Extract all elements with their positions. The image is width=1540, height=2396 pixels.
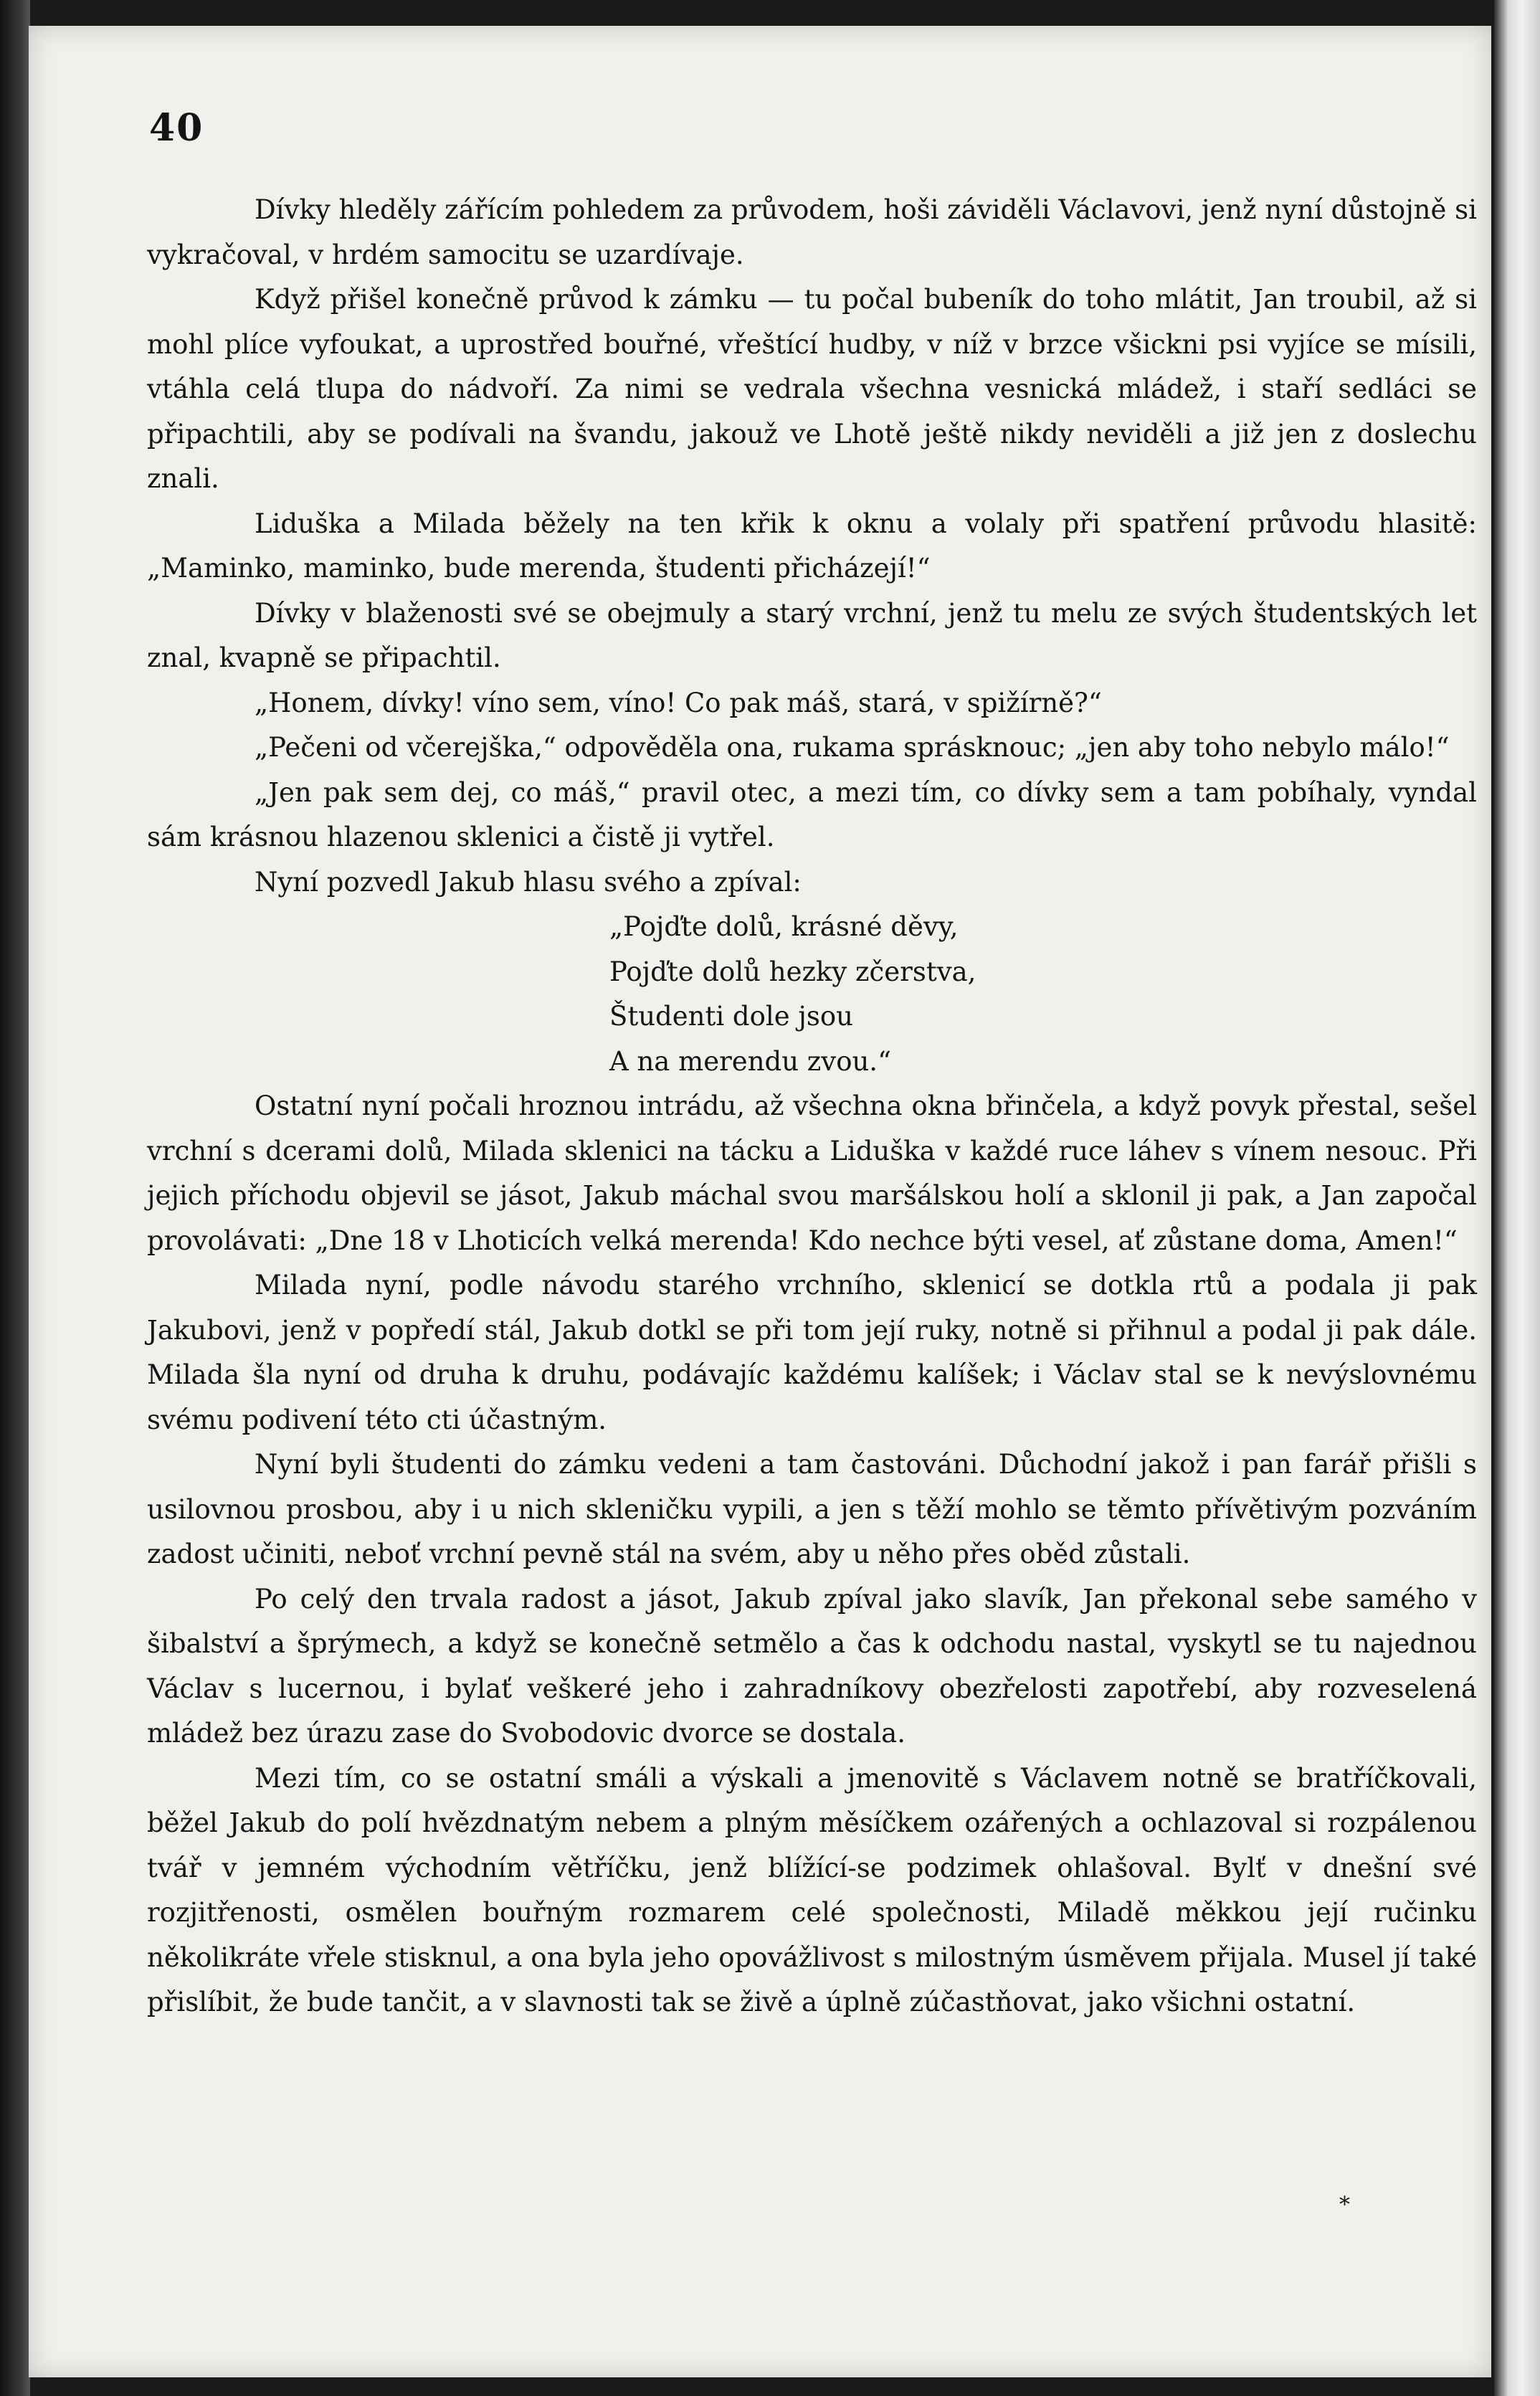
poem-line: A na merendu zvou.“ [609, 1045, 891, 1077]
paragraph: Dívky v blaženosti své se obejmuly a starý vrchní, jenž tu melu ze svých študentských let znal, kvapně se připachtil. [147, 597, 1477, 673]
paragraph: Když přišel konečně průvod k zámku — tu počal bubeník do toho mlátit, Jan troubil, až si mohl plíce vyfoukat, a uprostřed bouřné, vřeštící hudby, v níž v brzce všickni psi vyjíce se mísili, vtáhla celá tlupa do nádvoří. Za nimi se vedrala všechna vesnická mládež, i staří sedláci se připachtili, aby se podívali na švandu, jakouž ve Lhotě ještě nikdy neviděli a již jen z doslechu znali. [147, 284, 1477, 494]
paragraph: „Jen pak sem dej, co máš,“ pravil otec, a mezi tím, co dívky sem a tam pobíhaly, vyndal sám krásnou hlazenou sklenici a čistě ji vytřel. [147, 776, 1477, 852]
page-number: 40 [149, 106, 204, 150]
poem-line: „Pojďte dolů, krásné děvy, [609, 911, 959, 942]
paragraph: Mezi tím, co se ostatní smáli a výskali a jmenovitě s Václavem notně se bratříčkovali, běžel Jakub do polí hvězdnatým nebem a plným měsíčkem ozářených a ochlazoval si rozpálenou tvář v jemném východním větříčku, jenž blížící-se podzimek ohlašoval. Bylť v dnešní své rozjitřenosti, osmělen bouřným rozmarem celé společnosti, Miladě měkkou její ručinku několikráte vřele stisknul, a ona byla jeho opovážlivost s milostným úsměvem přijala. Musel jí také přislíbit, že bude tančit, a v slavnosti tak se živě a úplně zúčastňovat, jako všichni ostatní. [147, 1762, 1477, 2017]
paragraph: Po celý den trvala radost a jásot, Jakub zpíval jako slavík, Jan překonal sebe samého v šibalství a šprýmech, a když se konečně setmělo a čas k odchodu nastal, vyskytl se tu najednou Václav s lucernou, i bylať veškeré jeho i zahradníkovy obezřelosti zapotřebí, aby rozveselená mládež bez úrazu zase do Svobodovic dvorce se dostala. [147, 1583, 1477, 1749]
paragraph: „Honem, dívky! víno sem, víno! Co pak máš, stará, v spižírně?“ [255, 687, 1102, 718]
poem-line: Pojďte dolů hezky zčerstva, [609, 956, 976, 987]
paragraph: Ostatní nyní počali hroznou intrádu, až všechna okna břinčela, a když povyk přestal, sešel vrchní s dcerami dolů, Milada sklenici na tácku a Liduška v každé ruce láhev s vínem nesouc. Při jejich příchodu objevil se jásot, Jakub máchal svou maršálskou holí a sklonil ji pak, a Jan započal provolávati: „Dne 18 v Lhoticích velká merenda! Kdo nechce býti vesel, ať zůstane doma, Amen!“ [147, 1090, 1477, 1256]
footnote-mark: * [1339, 2192, 1350, 2217]
paragraph: Milada nyní, podle návodu starého vrchního, sklenicí se dotkla rtů a podala ji pak Jakubovi, jenž v popředí stál, Jakub dotkl se při tom její ruky, notně si přihnul a podal ji pak dále. Milada šla nyní od druha k druhu, podávajíc každému kalíšek; i Václav stal se k nevýslovnému svému podivení této cti účastným. [147, 1270, 1477, 1435]
scan-left-edge [0, 0, 30, 2396]
poem-line: Študenti dole jsou [609, 1001, 853, 1032]
paragraph: Dívky hleděly zářícím pohledem za průvodem, hoši záviděli Václavovi, jenž nyní důstojně si vykračoval, v hrdém samocitu se uzardívaje. [147, 194, 1477, 270]
poem [609, 905, 1477, 1084]
paragraph: „Pečeni od včerejška,“ odpověděla ona, rukama sprásknouc; „jen aby toho nebylo málo!“ [255, 732, 1450, 763]
paragraph: Nyní byli študenti do zámku vedeni a tam častováni. Důchodní jakož i pan farář přišli s usilovnou prosbou, aby i u nich skleničku vypili, a jen s těží mohlo se těmto přívětivým pozváním zadost učiniti, neboť vrchní pevně stál na svém, aby u něho přes oběd zůstali. [147, 1449, 1477, 1569]
body-text [147, 188, 1477, 2025]
paragraph: Nyní pozvedl Jakub hlasu svého a zpíval: [255, 866, 802, 898]
scan-right-edge [1494, 0, 1540, 2396]
paragraph: Liduška a Milada běžely na ten křik k oknu a volaly při spatření průvodu hlasitě: „Maminko, maminko, bude merenda, študenti přicházejí!“ [147, 508, 1477, 584]
